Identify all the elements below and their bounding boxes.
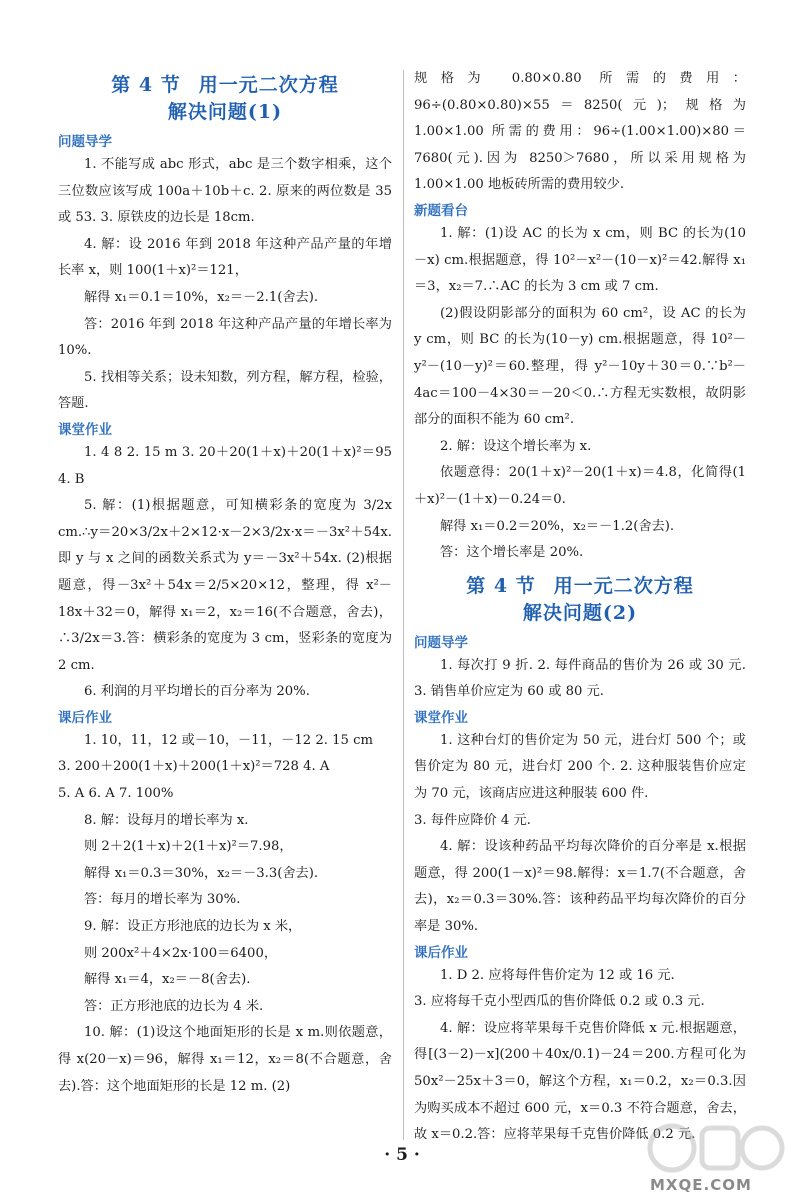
paragraph: 1. 每次打 9 折. 2. 每件商品的售价为 26 或 30 元. 3. 销售单价应定为 60 或 80 元. xyxy=(414,657,746,700)
section-heading: 问题导学 xyxy=(414,634,468,651)
section-heading: 课堂作业 xyxy=(58,421,112,438)
section-title-2 xyxy=(414,573,746,627)
paragraph: 3. 200＋200(1＋x)＋200(1＋x)²＝728 4. A xyxy=(58,759,330,775)
paragraph: 4. 解：设该种药品平均每次降价的百分率是 x.根据题意，得 200(1－x)²＝98.解得：x＝1.7(不合题意，舍去)，x₂＝0.3＝30%.答：该种药品平均每次降价的百分率是 30%. xyxy=(414,839,746,935)
paragraph: 1. D 2. 应将每件售价定为 12 或 16 元. xyxy=(440,967,675,983)
paragraph: (2)假设阴影部分的面积为 60 cm²，设 AC 的长为 y cm，则 BC 的长为(10－y) cm.根据题意，得 10²－y²－(10－y)²＝60.整理，得 y²－10y＋30＝0.∵b²－4ac＝100－4×30＝－20＜0.∴方程无实数根，故阴影部分的面积不能为 60 cm². xyxy=(414,305,746,428)
paragraph: 1. 10，11，12 或－10，－11，－12 2. 15 cm xyxy=(84,732,373,748)
paragraph: 4. 解：设 2016 年到 2018 年这种产品产量的年增长率 x，则 100(1＋x)²＝121， xyxy=(58,236,392,279)
section-heading: 问题导学 xyxy=(58,134,112,150)
paragraph: 1. 解：(1)设 AC 的长为 x cm，则 BC 的长为(10－x) cm.根据题意，得 10²－x²－(10－x)²＝42.解得 x₁＝3，x₂＝7.∴AC 的长为 3 cm 或 7 cm. xyxy=(414,225,746,295)
paragraph: 依题意得：20(1＋x)²－20(1＋x)＝4.8，化简得(1＋x)²－(1＋x)－0.24＝0. xyxy=(414,465,746,507)
paragraph: 解得 x₁＝4，x₂＝－8(舍去). xyxy=(84,972,251,988)
paragraph: 1. 不能写成 abc 形式，abc 是三个数字相乘，这个三位数应该写成 100a＋10b＋c. 2. 原来的两位数是 35 或 53. 3. 原铁皮的边长是 18cm. xyxy=(58,157,392,226)
paragraph: 9. 解：设正方形池底的边长为 x 米， xyxy=(84,919,302,935)
title-text: 用一元二次方程 xyxy=(198,74,339,96)
paragraph: 8. 解：设每月的增长率为 x. xyxy=(84,812,249,828)
paragraph: 5. A 6. A 7. 100% xyxy=(58,786,174,802)
paragraph: 1. 4 8 2. 15 m 3. 20＋20(1＋x)＋20(1＋x)²＝95 4. B xyxy=(58,444,392,487)
paragraph: 解得 x₁＝0.2＝20%，x₂＝－1.2(舍去). xyxy=(440,518,675,534)
paragraph: 3. 应将每千克小型西瓜的售价降低 0.2 或 0.3 元. xyxy=(414,994,705,1010)
paragraph: 答：正方形池底的边长为 4 米. xyxy=(84,998,264,1014)
watermark-text: MXQE.COM xyxy=(650,1176,752,1194)
paragraph: 答：每月的增长率为 30%. xyxy=(84,892,241,908)
title-number: 第 4 节 xyxy=(111,74,181,96)
paragraph: 解得 x₁＝0.1＝10%，x₂＝－2.1(舍去). xyxy=(84,289,319,305)
left-column xyxy=(58,66,392,1100)
paragraph: 2. 解：设这个增长率为 x. xyxy=(440,438,592,454)
paragraph: 6. 利润的月平均增长的百分率为 20%. xyxy=(84,684,310,700)
paragraph: 1. 这种台灯的售价定为 50 元，进台灯 500 个；或售价定为 80 元，进台灯 200 个. 2. 这种服装售价应定为 70 元，该商店应进这种服装 600 件. xyxy=(414,732,746,802)
paragraph: 则 2＋2(1＋x)＋2(1＋x)²＝7.98， xyxy=(84,839,293,855)
right-column xyxy=(414,66,746,1149)
section-heading: 课堂作业 xyxy=(414,709,468,726)
section-heading: 课后作业 xyxy=(58,709,112,726)
title-subtitle: 解决问题(1) xyxy=(167,101,283,123)
paragraph: 4. 解：设应将苹果每千克售价降低 x 元.根据题意，得[(3－2)－x](200＋40x/0.1)－24＝200.方程可化为 50x²－25x＋3＝0，解这个方程，x₁＝0.2，x₂＝0.3.因为购买成本不超过 600 元，x＝0.3 不符合题意，舍去，故 x＝0.2.答：应将苹果每千克售价降低 0.2 元. xyxy=(414,1020,746,1143)
column-divider xyxy=(403,70,404,1140)
paragraph: 5. 解：(1)根据题意，可知横彩条的宽度为 3/2x cm.∴y＝20×3/2x＋2×12·x－2×3/2x·x＝－3x²＋54x.即 y 与 x 之间的函数关系式为 y＝－3x²＋54x. (2)根据题意，得－3x²＋54x＝2/5×20×12，整理，得 x²－18x＋32＝0，解得 x₁＝2，x₂＝16(不合题意，舍去)，∴3/2x＝3.答：横彩条的宽度为 3 cm，竖彩条的宽度为 2 cm. xyxy=(58,498,392,673)
paragraph: 答：2016 年到 2018 年这种产品产量的年增长率为 10%. xyxy=(58,316,392,359)
title-subtitle: 解决问题(2) xyxy=(522,601,638,624)
title-text: 用一元二次方程 xyxy=(553,574,694,597)
paragraph: 5. 找相等关系；设未知数，列方程，解方程，检验，答题. xyxy=(58,369,392,412)
section-heading: 新题看台 xyxy=(414,202,468,219)
paragraph: 规格为 0.80×0.80 所需的费用：96÷(0.80×0.80)×55＝8250(元)；规格为 1.00×1.00 所需的费用：96÷(1.00×1.00)×80＝7680(元).因为 8250＞7680，所以采用规格为 1.00×1.00 地板砖所需的费用较少. xyxy=(414,71,746,193)
paragraph: 3. 每件应降价 4 元. xyxy=(414,812,531,828)
section-title-1 xyxy=(58,72,392,126)
section-heading: 课后作业 xyxy=(414,944,468,961)
page-number: · 5 · xyxy=(384,1145,420,1165)
paragraph: 10. 解：(1)设这个地面矩形的长是 x m.则依题意，得 x(20－x)＝96，解得 x₁＝12，x₂＝8(不合题意，舍去).答：这个地面矩形的长是 12 m. (2) xyxy=(58,1025,392,1094)
paragraph: 解得 x₁＝0.3＝30%，x₂＝－3.3(舍去). xyxy=(84,865,319,881)
paragraph: 则 200x²＋4×2x·100＝6400， xyxy=(84,945,278,961)
paragraph: 答：这个增长率是 20%. xyxy=(440,545,584,561)
title-number: 第 4 节 xyxy=(466,574,536,597)
